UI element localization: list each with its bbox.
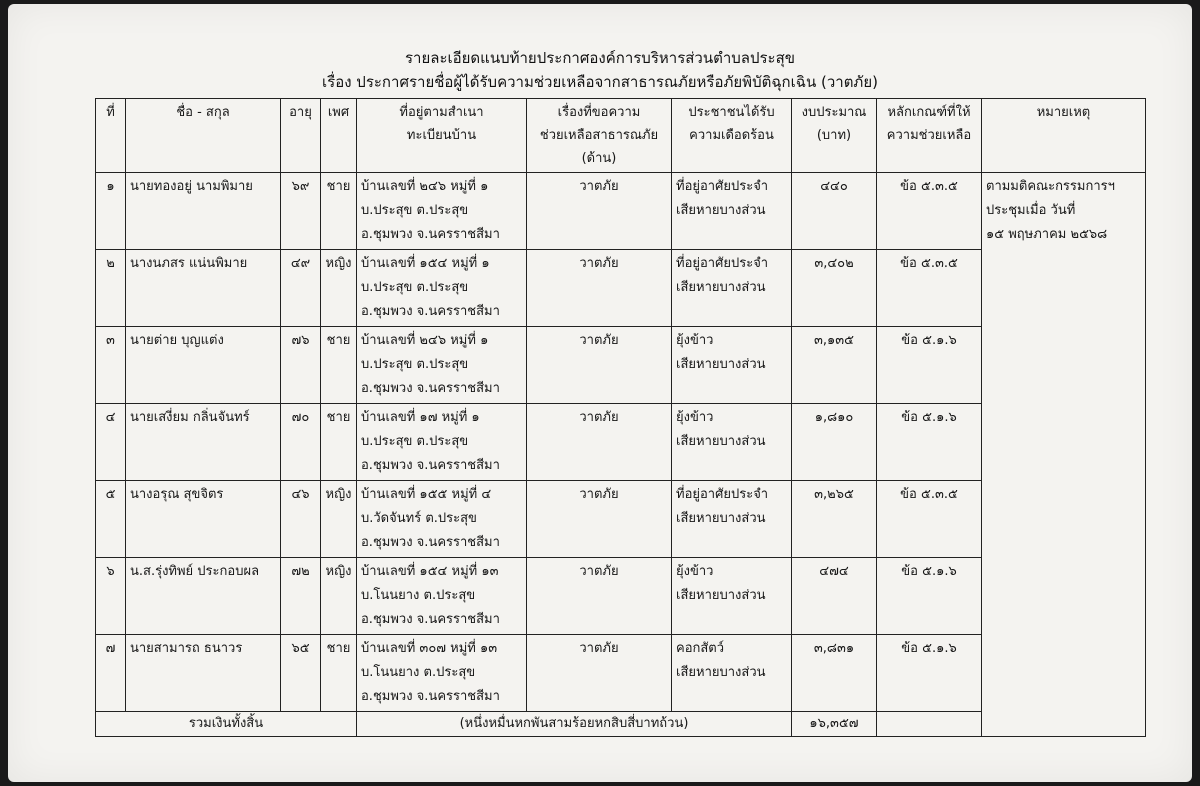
row-criteria: ข้อ ๕.๓.๕ bbox=[877, 173, 982, 250]
row-criteria: ข้อ ๕.๑.๖ bbox=[877, 558, 982, 635]
recipients-table bbox=[95, 98, 1146, 737]
header-sex: เพศ bbox=[321, 99, 357, 173]
row-criteria: ข้อ ๕.๓.๕ bbox=[877, 481, 982, 558]
row-address bbox=[357, 404, 527, 481]
header-criteria-line1: หลักเกณฑ์ที่ให้ bbox=[887, 105, 971, 120]
row-address-line2: บ.ประสุข ต.ประสุข bbox=[361, 434, 469, 449]
remark-line2: ประชุมเมื่อ วันที่ bbox=[986, 203, 1076, 218]
row-sex: หญิง bbox=[321, 558, 357, 635]
total-label: รวมเงินทั้งสิ้น bbox=[96, 712, 357, 737]
header-criteria bbox=[877, 99, 982, 173]
total-words: (หนึ่งหมื่นหกพันสามร้อยหกสิบสี่บาทถ้วน) bbox=[357, 712, 792, 737]
row-budget: ๓,๒๖๕ bbox=[792, 481, 877, 558]
row-budget: ๔๔๐ bbox=[792, 173, 877, 250]
row-name: นายต่าย บุญแต่ง bbox=[126, 327, 281, 404]
header-criteria-line2: ความช่วยเหลือ bbox=[886, 128, 972, 143]
row-age: ๖๕ bbox=[281, 635, 321, 712]
total-criteria-empty bbox=[877, 712, 982, 737]
row-address bbox=[357, 327, 527, 404]
row-name: นายสามารถ ธนาวร bbox=[126, 635, 281, 712]
row-sex: ชาย bbox=[321, 173, 357, 250]
row-impact-line1: ที่อยู่อาศัยประจำ bbox=[676, 179, 769, 194]
row-address-line3: อ.ชุมพวง จ.นครราชสีมา bbox=[361, 612, 500, 627]
table-header-row bbox=[96, 99, 1146, 173]
row-address-line1: บ้านเลขที่ ๑๗ หมู่ที่ ๑ bbox=[361, 410, 480, 425]
row-name: นายทองอยู่ นามพิมาย bbox=[126, 173, 281, 250]
row-budget: ๓,๘๓๑ bbox=[792, 635, 877, 712]
row-address-line2: บ.โนนยาง ต.ประสุข bbox=[361, 588, 476, 603]
row-impact-line2: เสียหายบางส่วน bbox=[676, 434, 766, 449]
remark-line1: ตามมติคณะกรรมการฯ bbox=[986, 179, 1115, 194]
row-age: ๖๙ bbox=[281, 173, 321, 250]
row-sex: ชาย bbox=[321, 635, 357, 712]
row-request: วาตภัย bbox=[527, 173, 672, 250]
header-age: อายุ bbox=[281, 99, 321, 173]
document-subtitle: เรื่อง ประกาศรายชื่อผู้ได้รับความช่วยเหลือจากสาธารณภัยหรือภัยพิบัติฉุกเฉิน (วาตภัย) bbox=[322, 73, 878, 91]
row-name: นางนภสร แน่นพิมาย bbox=[126, 250, 281, 327]
row-impact-line1: ที่อยู่อาศัยประจำ bbox=[676, 256, 769, 271]
row-address-line1: บ้านเลขที่ ๓๐๗ หมู่ที่ ๑๓ bbox=[361, 641, 498, 656]
row-request: วาตภัย bbox=[527, 250, 672, 327]
row-budget: ๑,๘๑๐ bbox=[792, 404, 877, 481]
row-name: น.ส.รุ่งทิพย์ ประกอบผล bbox=[126, 558, 281, 635]
row-age: ๗๒ bbox=[281, 558, 321, 635]
row-address-line2: บ.โนนยาง ต.ประสุข bbox=[361, 665, 476, 680]
row-impact-line1: ที่อยู่อาศัยประจำ bbox=[676, 487, 769, 502]
header-impact-line1: ประชาชนได้รับ bbox=[688, 105, 775, 120]
row-no: ๓ bbox=[96, 327, 126, 404]
row-address-line2: บ.วัดจันทร์ ต.ประสุข bbox=[361, 511, 477, 526]
header-no: ที่ bbox=[96, 99, 126, 173]
header-budget-line2: (บาท) bbox=[816, 128, 852, 143]
row-impact-line2: เสียหายบางส่วน bbox=[676, 588, 766, 603]
row-address bbox=[357, 635, 527, 712]
row-impact bbox=[672, 327, 792, 404]
header-budget bbox=[792, 99, 877, 173]
row-impact-line2: เสียหายบางส่วน bbox=[676, 511, 766, 526]
row-impact-line1: ยุ้งข้าว bbox=[676, 333, 714, 348]
row-address-line2: บ.ประสุข ต.ประสุข bbox=[361, 203, 469, 218]
header-address bbox=[357, 99, 527, 173]
row-impact-line2: เสียหายบางส่วน bbox=[676, 280, 766, 295]
row-impact-line1: ยุ้งข้าว bbox=[676, 564, 714, 579]
remark-line3: ๑๕ พฤษภาคม ๒๕๖๘ bbox=[986, 227, 1108, 242]
row-impact bbox=[672, 558, 792, 635]
row-address bbox=[357, 173, 527, 250]
row-criteria: ข้อ ๕.๑.๖ bbox=[877, 404, 982, 481]
row-address-line3: อ.ชุมพวง จ.นครราชสีมา bbox=[361, 535, 500, 550]
row-criteria: ข้อ ๕.๑.๖ bbox=[877, 327, 982, 404]
header-address-line1: ที่อยู่ตามสำเนา bbox=[399, 105, 484, 120]
row-address-line1: บ้านเลขที่ ๑๕๕ หมู่ที่ ๔ bbox=[361, 487, 492, 502]
row-request: วาตภัย bbox=[527, 404, 672, 481]
row-impact-line2: เสียหายบางส่วน bbox=[676, 203, 766, 218]
header-request-line3: (ด้าน) bbox=[581, 151, 617, 166]
row-impact-line1: ยุ้งข้าว bbox=[676, 410, 714, 425]
row-sex: ชาย bbox=[321, 404, 357, 481]
row-no: ๑ bbox=[96, 173, 126, 250]
row-criteria: ข้อ ๕.๑.๖ bbox=[877, 635, 982, 712]
row-address-line1: บ้านเลขที่ ๒๔๖ หมู่ที่ ๑ bbox=[361, 333, 489, 348]
header-name: ชื่อ - สกุล bbox=[126, 99, 281, 173]
row-criteria: ข้อ ๕.๓.๕ bbox=[877, 250, 982, 327]
row-address-line1: บ้านเลขที่ ๑๕๔ หมู่ที่ ๑๓ bbox=[361, 564, 499, 579]
row-age: ๗๖ bbox=[281, 327, 321, 404]
row-sex: หญิง bbox=[321, 481, 357, 558]
header-remark: หมายเหตุ bbox=[982, 99, 1146, 173]
row-request: วาตภัย bbox=[527, 327, 672, 404]
row-impact bbox=[672, 404, 792, 481]
row-no: ๔ bbox=[96, 404, 126, 481]
row-impact bbox=[672, 173, 792, 250]
row-no: ๕ bbox=[96, 481, 126, 558]
row-address-line3: อ.ชุมพวง จ.นครราชสีมา bbox=[361, 458, 500, 473]
header-impact bbox=[672, 99, 792, 173]
row-age: ๔๙ bbox=[281, 250, 321, 327]
remark-cell bbox=[982, 173, 1146, 737]
row-address-line3: อ.ชุมพวง จ.นครราชสีมา bbox=[361, 227, 500, 242]
row-no: ๗ bbox=[96, 635, 126, 712]
row-sex: หญิง bbox=[321, 250, 357, 327]
row-address bbox=[357, 558, 527, 635]
header-address-line2: ทะเบียนบ้าน bbox=[406, 128, 477, 143]
row-request: วาตภัย bbox=[527, 635, 672, 712]
row-no: ๖ bbox=[96, 558, 126, 635]
row-address-line3: อ.ชุมพวง จ.นครราชสีมา bbox=[361, 304, 500, 319]
row-address-line2: บ.ประสุข ต.ประสุข bbox=[361, 357, 469, 372]
row-address-line3: อ.ชุมพวง จ.นครราชสีมา bbox=[361, 689, 500, 704]
header-request-line1: เรื่องที่ขอความ bbox=[557, 105, 641, 120]
row-impact bbox=[672, 635, 792, 712]
row-impact bbox=[672, 481, 792, 558]
row-no: ๒ bbox=[96, 250, 126, 327]
row-age: ๔๖ bbox=[281, 481, 321, 558]
row-address-line3: อ.ชุมพวง จ.นครราชสีมา bbox=[361, 381, 500, 396]
document-title: รายละเอียดแนบท้ายประกาศองค์การบริหารส่วนตำบลประสุข bbox=[404, 49, 795, 67]
row-sex: ชาย bbox=[321, 327, 357, 404]
row-address bbox=[357, 481, 527, 558]
row-address-line1: บ้านเลขที่ ๑๕๔ หมู่ที่ ๑ bbox=[361, 256, 490, 271]
row-request: วาตภัย bbox=[527, 558, 672, 635]
row-name: นายเสงี่ยม กลิ่นจันทร์ bbox=[126, 404, 281, 481]
header-impact-line2: ความเดือดร้อน bbox=[689, 128, 774, 143]
row-address-line1: บ้านเลขที่ ๒๔๖ หมู่ที่ ๑ bbox=[361, 179, 489, 194]
header-request bbox=[527, 99, 672, 173]
row-name: นางอรุณ สุขจิตร bbox=[126, 481, 281, 558]
row-age: ๗๐ bbox=[281, 404, 321, 481]
row-address bbox=[357, 250, 527, 327]
row-budget: ๓,๔๐๒ bbox=[792, 250, 877, 327]
total-amount: ๑๖,๓๕๗ bbox=[792, 712, 877, 737]
header-request-line2: ช่วยเหลือสาธารณภัย bbox=[539, 128, 659, 143]
row-impact-line2: เสียหายบางส่วน bbox=[676, 357, 766, 372]
row-budget: ๔๗๔ bbox=[792, 558, 877, 635]
row-impact-line2: เสียหายบางส่วน bbox=[676, 665, 766, 680]
row-impact-line1: คอกสัตว์ bbox=[676, 641, 725, 656]
row-request: วาตภัย bbox=[527, 481, 672, 558]
row-address-line2: บ.ประสุข ต.ประสุข bbox=[361, 280, 469, 295]
row-impact bbox=[672, 250, 792, 327]
row-budget: ๓,๑๓๕ bbox=[792, 327, 877, 404]
header-budget-line1: งบประมาณ bbox=[801, 105, 867, 120]
table-row bbox=[96, 173, 1146, 250]
